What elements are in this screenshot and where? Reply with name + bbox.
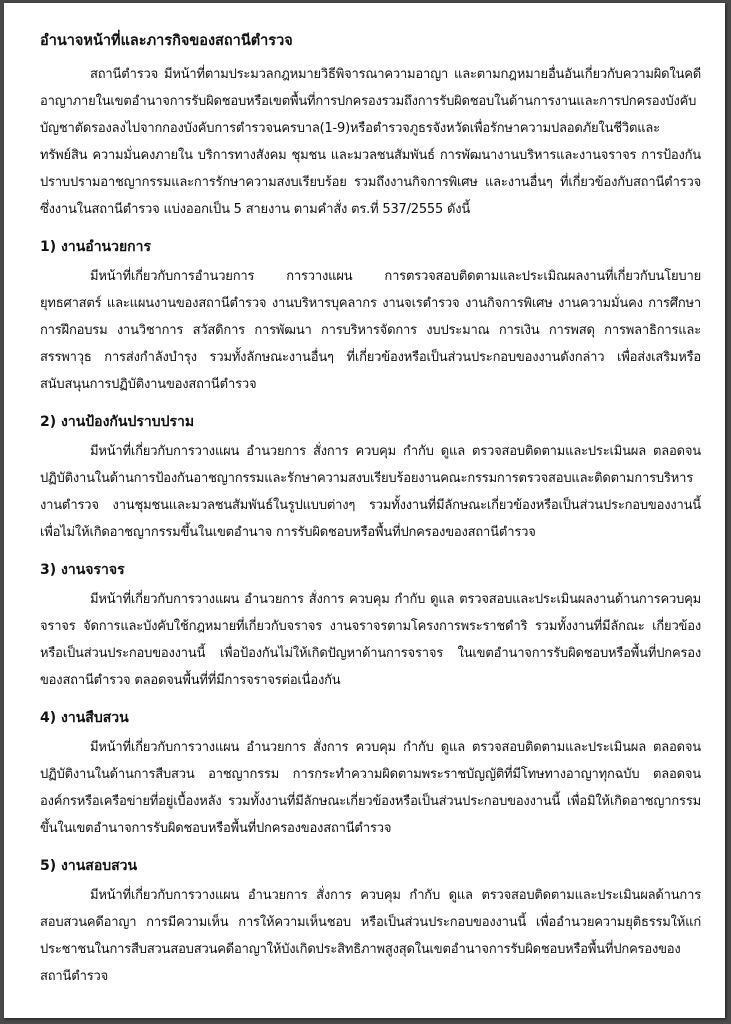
section-investigation <box>40 708 701 842</box>
section-inquiry <box>40 856 701 990</box>
document-page <box>4 3 725 1018</box>
section-heading: 4) งานสืบสวน <box>40 710 129 726</box>
section-body: มีหน้าที่เกี่ยวกับการอำนวยการ การวางแผน การตรวจสอบติดตามและประเมิณผลงานที่เกี่ยวกับนโยบาย ยุทธศาสตร์ และแผนงานของสถานีตำรวจ งานบริหารบุคลากร งานจเรตำรวจ งานกิจการพิเศษ งานความมั่นคง การศึกษา การฝึกอบรม งานวิชาการ สวัสดิการ การพัฒนา การบริหารจัดการ งบประมาณ การเงิน การพสดุ การพลาธิการและสรรพาวุธ การส่งกำลังบำรุง รวมทั้งลักษณะงานอื่นๆ ที่เกี่ยวข้องหรือเป็นส่วนประกอบของงานดังกล่าว เพื่อส่งเสริมหรือสนับสนุนการปฏิบัติงานของสถานีตำรวจ <box>40 269 701 392</box>
section-body: มีหน้าที่เกี่ยวกับการวางแผน อำนวยการ สั่งการ ควบคุม กำกับ ดูแล ตรวจสอบติดตามและประเมินผล ตลอดจนปฏิบัติงานในด้านการสืบสวน อาชญากรรม การกระทำความผิดตามพระราชบัญญัติที่มีโทษทางอาญาทุกฉบับ ตลอดจนองค์กรหรือเครือข่ายที่อยู่เบื้องหลัง รวมทั้งงานที่มีลักษณะเกี่ยวข้องหรือเป็นส่วนประกอบของงานนี้ เพื่อมิให้เกิดอาชญากรรมขึ้นในเขตอำนาจการรับผิดชอบหรือพื้นที่ปกครองของสถานีตำรวจ <box>40 740 701 836</box>
section-traffic <box>40 560 701 694</box>
section-body: มีหน้าที่เกี่ยวกับการวางแผน อำนวยการ สั่งการ ควบคุม กำกับ ดูแล ตรวจสอบติดตามและประเมินผล ตลอดจนปฏิบัติงานในด้านการป้องกันอาชญากรรมและรักษาความสงบเรียบร้อยงานคณะกรรมการตรวจสอบและติดตามการบริหารงานตำรวจ งานชุมชนและมวลชนสัมพันธ์ในรูปแบบต่างๆ รวมทั้งงานที่มีลักษณะเกี่ยวข้องหรือเป็นส่วนประกอบของงานนี้ เพื่อไม่ให้เกิดอาชญากรรมขึ้นในเขตอำนาจ การรับผิดชอบหรือพื้นที่ปกครองของสถานีตำรวจ <box>40 444 701 540</box>
section-heading: 2) งานป้องกันปราบปราม <box>40 414 195 430</box>
section-heading: 3) งานจราจร <box>40 562 125 578</box>
section-administration <box>40 237 701 398</box>
section-crime-prevention <box>40 412 701 546</box>
intro-paragraph: สถานีตำรวจ มีหน้าที่ตามประมวลกฎหมายวิธีพิจารณาความอาญา และตามกฎหมายอื่นอันเกี่ยวกับความผิดในคดีอาญาภายในเขตอำนาจการรับผิดชอบหรือเขตพื้นที่การปกครองรวมถึงการรับผิดชอบในด้านการงานและการปกครองบังคับบัญชาตัดรองลงไปจากกองบังคับการตำรวจนครบาล(1-9)หรือตำรวจภูธรจังหวัดเพื่อรักษาความปลอดภัยในชีวิตและทรัพย์สิน ความมั่นคงภายใน บริการทางสังคม ชุมชน และมวลชนสัมพันธ์ การพัฒนางานบริหารและงานจราจร การป้องกันปราบปรามอาชญากรรมและการรักษาความสงบเรียบร้อย รวมถึงงานกิจการพิเศษ และงานอื่นๆ ที่เกี่ยวข้องกับสถานีตำรวจ ซึ่งงานในสถานีตำรวจ แบ่งออกเป็น 5 สายงาน ตามคำสั่ง ตร.ที่ 537/2555 ดังนี้ <box>40 67 701 217</box>
section-heading: 5) งานสอบสวน <box>40 858 138 874</box>
section-heading: 1) งานอำนวยการ <box>40 239 152 255</box>
section-body: มีหน้าที่เกี่ยวกับการวางแผน อำนวยการ สั่งการ ควบคุม กำกับ ดูแล ตรวจสอบติดตามและประเมินผลด้านการสอบสวนคดีอาญา การมีความเห็น การให้ความเห็นชอบ หรือเป็นส่วนประกอบของงานนี้ เพื่ออำนวยความยุติธรรมให้แก่ประชาชนในการสืบสวนสอบสวนคดีอาญาให้บังเกิดประสิทธิภาพสูงสุดในเขตอำนาจการรับผิดชอบหรือพื้นที่ปกครองของสถานีตำรวจ <box>40 888 701 984</box>
document-title: อำนาจหน้าที่และภารกิจของสถานีตำรวจ <box>40 33 293 49</box>
section-body: มีหน้าที่เกี่ยวกับการวางแผน อำนวยการ สั่งการ ควบคุม กำกับ ดูแล ตรวจสอบและประเมินผลงานด้านการควบคุมจราจร จัดการและบังคับใช้กฎหมายที่เกี่ยวกับจราจร งานจราจรตามโครงการพระราชดำริ รวมทั้งงานที่มีลักณะ เกี่ยวข้องหรือเป็นส่วนประกอบของงานนี้ เพื่อป้องกันไม่ให้เกิดปัญหาด้านการจราจร ในเขตอำนาจการรับผิดชอบหรือพื้นที่ปกครองของสถานีตำรวจ ตลอดจนพื้นที่ที่มีการจราจรต่อเนื่องกัน <box>40 592 701 688</box>
